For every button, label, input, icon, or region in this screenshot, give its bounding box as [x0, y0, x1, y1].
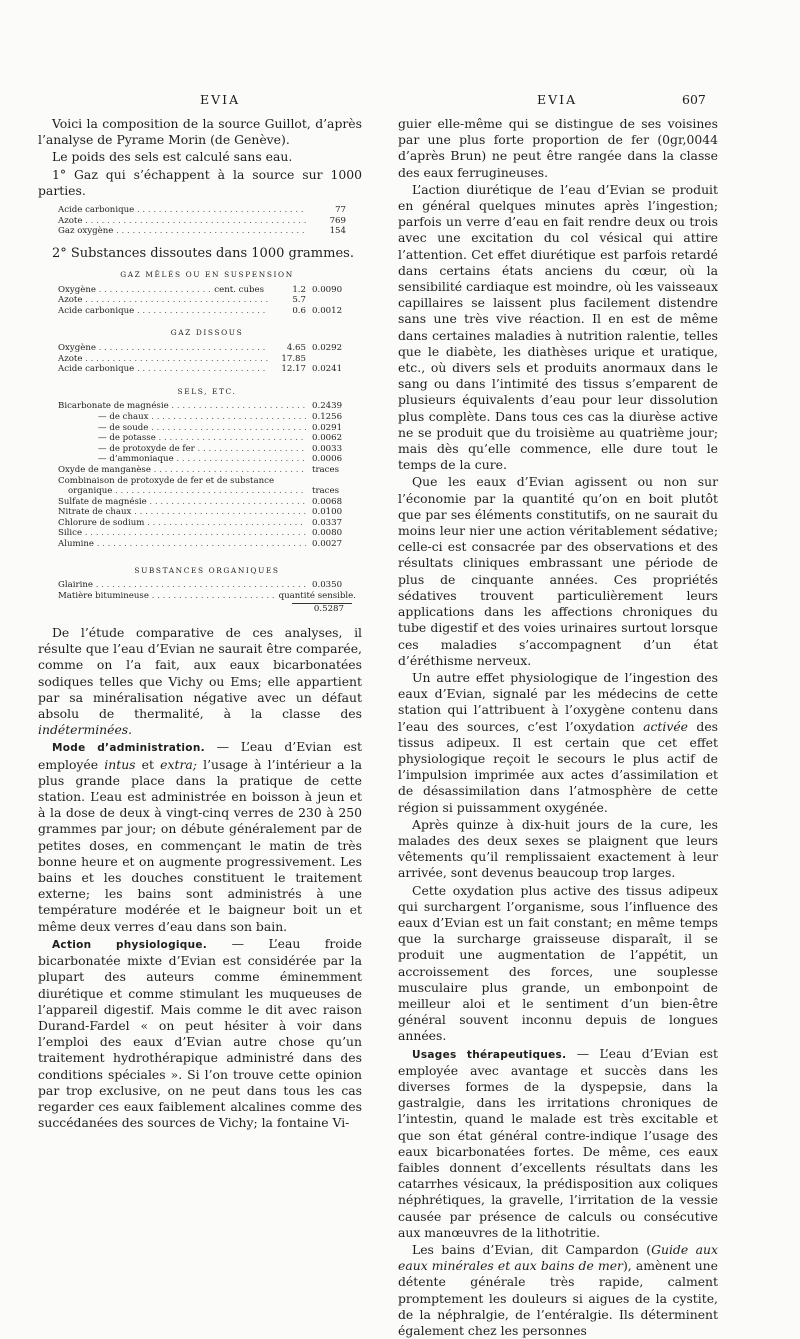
- running-head-right: EVIA: [537, 92, 578, 107]
- table-row: — de chaux . . . 0.1256: [58, 412, 356, 423]
- table-row: Oxyde de manganèse . . . traces: [58, 465, 356, 476]
- section-heading: 2° Substances dissoutes dans 1000 grammes.: [52, 245, 354, 261]
- paragraph: Les bains d’Evian, dit Campardon (Guide aux eaux minérales et aux bains de mer), amènent une détente générale très rapide, calment promptement les douleurs si aigues de la cystite, de la néphralgie, de l’entéralgie. Ils déterminent également chez les personnes: [398, 1242, 719, 1339]
- table-row: Acide carbonique . . . 77: [58, 205, 346, 216]
- table-row: — d’ammoniaque . . . 0.0006: [58, 454, 356, 465]
- running-head-left: EVIA: [200, 92, 241, 107]
- table-row: Acide carbonique . . . 0.6 0.0012: [58, 306, 356, 317]
- table-row: — de potasse . . . 0.0062: [58, 433, 356, 444]
- table-row: Glairine . . . 0.0350: [58, 580, 356, 591]
- table-row: Acide carbonique . . . 12.17 0.0241: [58, 364, 356, 375]
- table-row: — de protoxyde de fer . . . 0.0033: [58, 444, 356, 455]
- table-row: Bicarbonate de magnésie . . . 0.2439: [58, 401, 356, 412]
- table-row: Sulfate de magnésie . . . 0.0068: [58, 497, 356, 508]
- paragraph: Un autre effet physiologique de l’ingestion des eaux d’Evian, signalé par les médecins de cette station qui l’attribuent à l’oxygène contenu dans l’eau des sources, c’est l’oxydation activée des tissus adipeux. Il est certain que cet effet physiologique reçoit le secours le plus actif de l’impulsion imprimée aux actes d’assimilation et de désassimilation dans l’atmosphère de cette région si puissamment oxygénée.: [398, 669, 719, 815]
- suspension-table: [58, 270, 356, 615]
- table-row: Gaz oxygène . . . 154: [58, 226, 346, 237]
- table-row: Azote . . . 17.85: [58, 354, 356, 365]
- table-row: Azote . . . 5.7: [58, 295, 356, 306]
- italic-term: indéterminées.: [38, 722, 133, 738]
- table-row: — de soude . . . 0.0291: [58, 423, 356, 434]
- table-total: 0.5287: [313, 604, 344, 615]
- intro-line: Voici la composition de la source Guillot, d’après l’analyse de Pyrame Morin (de Genève).: [38, 116, 362, 148]
- paragraph: Usages thérapeutiques. — L’eau d’Evian est employée avec avantage et succès dans les diverses formes de la dyspepsie, dans la gastralgie, dans les irritations chroniques de l’intestin, quand le malade est très excitable et que son état général contre-indique l’usage des eaux bicarbonatées fortes. De même, ces eaux faibles donnent d’excellents résultats dans les catarrhes vésicaux, la prédisposition aux coliques néphrétiques, la gravelle, l’irritation de la vessie causée par présence de calculs ou consécutive aux manœuvres de la lithotritie.: [398, 1045, 718, 1240]
- paragraph: Après quinze à dix-huit jours de la cure, les malades des deux sexes se plaignent que leurs vêtements qu’il remplissaient exactement à leur arrivée, sont devenus beaucoup trop larges.: [398, 816, 718, 881]
- left-column: [38, 116, 362, 1131]
- table-row: Silice . . . 0.0080: [58, 528, 356, 539]
- table-row: Nitrate de chaux . . . 0.0100: [58, 507, 356, 518]
- table-row: Oxygène . . . 4.65 0.0292: [58, 343, 356, 354]
- right-column: [398, 116, 718, 1339]
- table-heading: SELS, ETC.: [177, 386, 237, 396]
- table-row: Chlorure de sodium . . . 0.0337: [58, 518, 356, 529]
- intro-line: Le poids des sels est calculé sans eau.: [52, 149, 293, 165]
- run-in-heading: Mode d’administration.: [52, 742, 205, 755]
- paragraph: Mode d’administration. — L’eau d’Evian est employée intus et extra; l’usage à l’intérieur a la plus grande place dans la pratique de cette station. L’eau est administrée en boisson à jeun et à la dose de deux à vingt-cinq verres de 230 à 250 grammes par jour; on débute généralement par de petites doses, en commençant le matin de très bonne heure et on augmente progressivement. Les bains et les douches constituent le traitement externe; les bains sont administrés à une température modérée et le baigneur boit un et même deux verres d’eau dans son bain.: [38, 739, 362, 934]
- table-row: Azote . . . 769: [58, 216, 346, 227]
- table-heading: SUBSTANCES ORGANIQUES: [134, 565, 280, 575]
- table-row: Combinaison de protoxyde de fer et de substance: [58, 475, 275, 486]
- gas-table: [58, 205, 346, 237]
- paragraph: Que les eaux d’Evian agissent ou non sur l’économie par la quantité qu’on en boit plutôt que par ses éléments constitutifs, on ne saurait du moins leur nier une action véritablement sédative; celle-ci est consacrée par des observations et des résultats cliniques embrassant une période de plus de cinquante années. Ces propriétés sédatives trouvent particulièrement leurs applications dans les affections chroniques du tube digestif et des voies urinaires surtout lorsque ces maladies s’accompagnent d’un état d’éréthisme nerveux.: [398, 474, 718, 668]
- run-in-heading: Action physiologique.: [52, 938, 208, 951]
- table-heading: GAZ DISSOUS: [170, 328, 244, 338]
- table-row: Matière bitumineuse . . . quantité sensible.: [58, 591, 356, 602]
- paragraph: De l’étude comparative de ces analyses, il résulte que l’eau d’Evian ne saurait être comparée, comme on l’a fait, aux eaux bicarbonatées sodiques telles que Vichy ou Ems; elle appartient par sa minéralisation négative avec un défaut absolu de thermalité, à la classe des indéterminées.: [38, 625, 362, 738]
- table-row: Oxygène . . . cent. cubes 1.2 0.0090: [58, 285, 356, 296]
- table-heading: GAZ MÊLÉS OU EN SUSPENSION: [120, 270, 294, 279]
- paragraph: guier elle-même qui se distingue de ses voisines par une plus forte proportion de fer (0gr,0044 d’après Brun) ne peut être rangée dans la classe des eaux ferrugineuses.: [398, 116, 718, 180]
- paragraph: Cette oxydation plus active des tissus adipeux qui surchargent l’organisme, sous l’influence des eaux d’Evian est un fait constant; en même temps que la surcharge graisseuse disparaît, il se produit une augmentation de l’appétit, un accroissement des forces, une souplesse musculaire plus grande, un embonpoint de meilleur aloi et le sentiment d’un bien-être général souvent inconnu depuis de longues années.: [398, 882, 718, 1044]
- table-row: organique . . . traces: [58, 486, 356, 497]
- run-in-heading: Usages thérapeutiques.: [412, 1048, 567, 1061]
- paragraph: Action physiologique. — L’eau froide bicarbonatée mixte d’Evian est considérée par la plupart des auteurs comme éminemment diurétique et comme stimulant les muqueuses de l’appareil digestif. Mais comme le dit avec raison Durand-Fardel « on peut hésiter à voir dans l’emploi des eaux d’Evian autre chose qu’un traitement hydrothérapique administré dans des conditions spéciales ». Si l’on trouve cette opinion par trop exclusive, on ne peut dans tous les cas regarder ces eaux faiblement alcalines comme des succédanées des sources de Vichy; la fontaine Vi-: [38, 935, 363, 1131]
- page-number: 607: [682, 92, 706, 107]
- table-row: Alumine . . . 0.0027: [58, 539, 356, 550]
- intro-line: 1° Gaz qui s’échappent à la source sur 1000 parties.: [38, 166, 362, 198]
- paragraph: L’action diurétique de l’eau d’Evian se produit en général quelques minutes après l’ingestion; parfois un verre d’eau en fait rendre deux ou trois avec une excitation du col vésical qui attire l’attention. Cet effet diurétique est parfois retardé dans certains états anciens du cœur, où la sensibilité cardiaque est moindre, où les vaisseaux capillaires se laissent plus facilement distendre sans une très vive réaction. Il en est de même dans certaines maladies à nutrition ralentie, telles que le diabète, les diathèses urique et uratique, etc., où divers sels et produits anormaux dans le sang ou dans l’intimité des tissus s’emparent de plusieurs équivalents d’eau pour leur dissolution plus complète. Dans tous ces cas la diurèse active ne se produit que du troisième au quatrième jour; mais dès qu’elle commence, elle dure tout le temps de la cure.: [398, 181, 718, 473]
